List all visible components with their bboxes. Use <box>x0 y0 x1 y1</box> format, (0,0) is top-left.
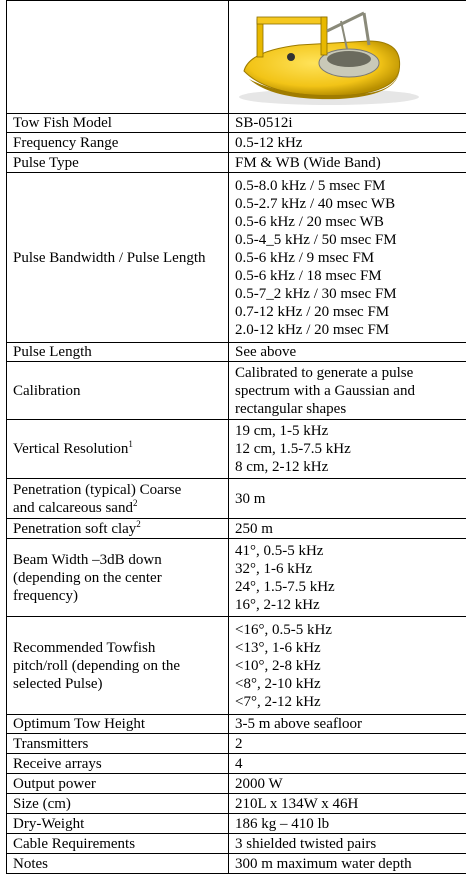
spec-value <box>228 834 466 854</box>
spec-label-line: (depending on the center <box>13 569 162 586</box>
spec-label <box>7 153 229 173</box>
spec-label-text: Pulse Type <box>13 154 79 171</box>
spec-row <box>7 479 466 519</box>
spec-value-line: 2.0-12 kHz / 20 msec FM <box>234 321 390 338</box>
spec-value-line: 16°, 2-12 kHz <box>234 596 320 613</box>
spec-value <box>228 734 466 754</box>
spec-row <box>7 854 466 874</box>
spec-value-line: 2 <box>234 735 243 752</box>
spec-label-line: and calcareous sand$^2$ <box>13 497 138 516</box>
spec-row <box>7 715 466 734</box>
spec-value-line: <13°, 1-6 kHz <box>234 639 321 656</box>
spec-value-line: 3-5 m above seafloor <box>234 716 363 732</box>
spec-value-line: 3 shielded twisted pairs <box>234 835 377 852</box>
footnote-marker: 2 <box>132 497 138 508</box>
spec-label <box>7 362 229 420</box>
spec-value <box>228 114 466 133</box>
spec-value <box>228 617 466 715</box>
spec-row <box>7 133 466 153</box>
spec-label <box>7 834 229 854</box>
spec-row <box>7 153 466 173</box>
spec-value-line: 32°, 1-6 kHz <box>234 560 313 577</box>
spec-label-text: Penetration soft clay <box>13 520 137 537</box>
spec-label-text: Size (cm) <box>13 795 71 812</box>
spec-row <box>7 754 466 774</box>
towfish-image <box>229 1 462 113</box>
spec-row <box>7 519 466 539</box>
spec-value-line: 0.5-6 kHz / 18 msec FM <box>234 267 382 284</box>
spec-value-line: 0.5-6 kHz / 20 msec WB <box>234 213 384 230</box>
spec-label <box>7 734 229 754</box>
spec-value <box>228 133 466 153</box>
spec-value-line: 0.5-4_5 kHz / 50 msec FM <box>234 231 397 248</box>
spec-row <box>7 814 466 834</box>
spec-value <box>228 715 466 734</box>
spec-label-text: Cable Requirements <box>13 835 136 852</box>
spec-label <box>7 754 229 774</box>
spec-label-text: Receive arrays <box>13 755 102 772</box>
spec-value-line: 24°, 1.5-7.5 kHz <box>234 578 335 595</box>
empty-cell <box>7 1 229 114</box>
spec-label-line: selected Pulse) <box>13 675 103 692</box>
spec-value <box>228 362 466 420</box>
spec-label <box>7 854 229 874</box>
spec-row <box>7 362 466 420</box>
spec-row <box>7 114 466 133</box>
spec-label-line: frequency) <box>13 587 78 604</box>
spec-value <box>228 153 466 173</box>
spec-row <box>7 794 466 814</box>
spec-value-line: 250 m <box>234 520 273 537</box>
spec-label <box>7 133 229 153</box>
spec-value-line: spectrum with a Gaussian and <box>234 382 415 399</box>
spec-label <box>7 715 229 734</box>
spec-value-line: 41°, 0.5-5 kHz <box>234 542 324 559</box>
spec-label <box>7 774 229 794</box>
spec-value <box>228 519 466 539</box>
spec-label <box>7 539 229 617</box>
spec-label <box>7 173 229 343</box>
spec-value <box>228 420 466 479</box>
spec-value-line: FM & WB (Wide Band) <box>234 154 381 171</box>
image-row <box>7 1 466 114</box>
spec-value <box>228 814 466 834</box>
spec-label <box>7 794 229 814</box>
spec-label <box>7 343 229 362</box>
spec-value-line: <10°, 2-8 kHz <box>234 657 321 674</box>
footnote-marker: 1 <box>128 439 133 449</box>
towfish-image-cell <box>228 1 466 114</box>
spec-value-line: <16°, 0.5-5 kHz <box>234 621 332 638</box>
spec-value-line: 19 cm, 1-5 kHz <box>234 423 329 439</box>
spec-label-text: Frequency Range <box>13 134 119 151</box>
spec-value <box>228 754 466 774</box>
spec-label <box>7 420 229 479</box>
spec-value <box>228 774 466 794</box>
spec-label-line: pitch/roll (depending on the <box>13 657 181 674</box>
spec-value <box>228 539 466 617</box>
spec-value-line: Calibrated to generate a pulse <box>234 364 414 381</box>
spec-label-text: Dry-Weight <box>13 815 85 832</box>
spec-value-line: 210L x 134W x 46H <box>234 795 359 812</box>
spec-value-line: 0.5-6 kHz / 9 msec FM <box>234 249 375 266</box>
spec-value <box>228 854 466 874</box>
spec-row <box>7 420 466 479</box>
spec-label-text: Output power <box>13 775 96 792</box>
spec-label <box>7 479 229 519</box>
spec-value-line: 0.5-7_2 kHz / 30 msec FM <box>234 285 397 302</box>
spec-label-text: Tow Fish Model <box>13 115 112 131</box>
spec-label <box>7 519 229 539</box>
spec-value-line: 0.7-12 kHz / 20 msec FM <box>234 303 390 320</box>
spec-value <box>228 343 466 362</box>
spec-label <box>7 814 229 834</box>
spec-label <box>7 617 229 715</box>
footnote-marker: 2 <box>136 518 141 529</box>
spec-value-line: <7°, 2-12 kHz <box>234 693 321 710</box>
spec-label-line: Beam Width –3dB down <box>13 551 162 568</box>
spec-value-line: 186 kg – 410 lb <box>234 815 330 832</box>
spec-value <box>228 479 466 519</box>
spec-value-line: 4 <box>234 755 243 772</box>
spec-value <box>228 794 466 814</box>
spec-value-line: <8°, 2-10 kHz <box>234 675 321 692</box>
spec-value-line: SB-0512i <box>234 115 293 131</box>
spec-label-text: Notes <box>13 855 48 872</box>
spec-row <box>7 539 466 617</box>
spec-value-line: 300 m maximum water depth <box>234 855 412 872</box>
spec-row <box>7 617 466 715</box>
spec-value-line: rectangular shapes <box>234 400 347 417</box>
spec-value-line: 2000 W <box>234 775 283 792</box>
spec-value-line: 0.5-8.0 kHz / 5 msec FM <box>234 177 386 194</box>
spec-label <box>7 114 229 133</box>
spec-value-line: 0.5-12 kHz <box>234 134 303 151</box>
spec-value-line: 12 cm, 1.5-7.5 kHz <box>234 441 351 457</box>
spec-value <box>228 173 466 343</box>
spec-row <box>7 173 466 343</box>
spec-value-line: See above <box>234 344 297 360</box>
spec-label-line: Penetration (typical) Coarse <box>13 481 182 498</box>
spec-row <box>7 734 466 754</box>
spec-label-text: Optimum Tow Height <box>13 716 146 732</box>
spec-label-text: Calibration <box>13 382 81 399</box>
spec-label-text: Vertical Resolution <box>13 441 129 457</box>
spec-row <box>7 834 466 854</box>
spec-row <box>7 343 466 362</box>
spec-row <box>7 774 466 794</box>
spec-value-line: 8 cm, 2-12 kHz <box>234 459 329 475</box>
spec-value-line: 30 m <box>234 490 266 507</box>
spec-label-text: Pulse Bandwidth / Pulse Length <box>13 249 206 266</box>
spec-label-text: Transmitters <box>13 735 89 752</box>
spec-label-line: Recommended Towfish <box>13 639 156 656</box>
spec-label-text: Pulse Length <box>13 344 92 360</box>
spec-value-line: 0.5-2.7 kHz / 40 msec WB <box>234 195 396 212</box>
towfish-spec-table <box>6 0 466 874</box>
